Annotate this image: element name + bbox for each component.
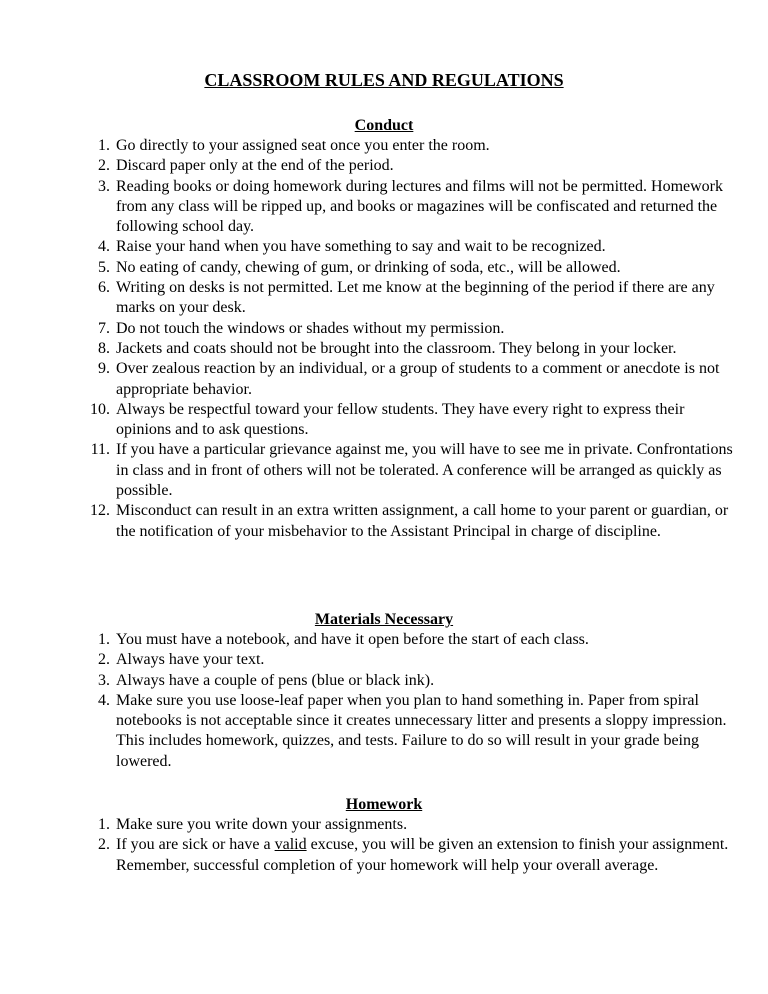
list-item-text: Always have your text. bbox=[116, 651, 265, 669]
list-item-number: 1. bbox=[98, 137, 110, 154]
list-item-text: Always be respectful toward your fellow students. They have every right to express their opinions and to ask questions. bbox=[116, 400, 685, 439]
list-item bbox=[0, 319, 768, 339]
list-item bbox=[0, 258, 768, 278]
underlined-word: valid bbox=[274, 836, 307, 854]
list-item-text: Discard paper only at the end of the period. bbox=[116, 157, 394, 175]
list-item-text-before: If you are sick or have a bbox=[116, 836, 275, 854]
list-item-text: Reading books or doing homework during lectures and films will not be permitted. Homework from any class will be ripped up, and books or magazines will be confiscated and returned the following school day. bbox=[116, 177, 723, 236]
section-conduct bbox=[0, 116, 768, 542]
conduct-list bbox=[0, 136, 768, 542]
list-item-text: Go directly to your assigned seat once you enter the room. bbox=[116, 137, 490, 154]
homework-list bbox=[0, 815, 768, 876]
list-item-number: 1. bbox=[98, 631, 110, 648]
section-heading-homework: Homework bbox=[345, 796, 423, 813]
list-item bbox=[0, 835, 768, 876]
list-item bbox=[0, 650, 768, 670]
list-item-number: 6. bbox=[98, 279, 110, 297]
list-item bbox=[0, 359, 768, 400]
list-item-number: 4. bbox=[98, 691, 110, 709]
list-item-number: 11. bbox=[90, 441, 110, 459]
list-item-number: 1. bbox=[98, 816, 110, 833]
list-item bbox=[0, 815, 768, 835]
list-item-number: 7. bbox=[98, 319, 110, 337]
list-item-number: 2. bbox=[98, 651, 110, 669]
list-item bbox=[0, 177, 768, 238]
list-item bbox=[0, 691, 768, 772]
list-item-text-after: excuse, you will be given an extension to finish your assignment. Remember, successful completion of your homework will help your overall average. bbox=[116, 836, 729, 874]
list-item bbox=[0, 400, 768, 441]
list-item bbox=[0, 630, 768, 650]
section-homework bbox=[0, 795, 768, 876]
section-heading-materials: Materials Necessary bbox=[314, 611, 454, 628]
list-item-number: 2. bbox=[98, 836, 110, 854]
list-item-text: Do not touch the windows or shades without my permission. bbox=[116, 319, 505, 337]
list-item-text: If you have a particular grievance against me, you will have to see me in private. Confrontations in class and in front of others will not be tolerated. A conference will be arranged as quickly as possible. bbox=[116, 441, 733, 500]
list-item bbox=[0, 278, 768, 319]
list-item-number: 3. bbox=[98, 177, 110, 195]
list-item-text: Make sure you write down your assignments. bbox=[116, 816, 408, 833]
materials-list bbox=[0, 630, 768, 772]
list-item-text: Over zealous reaction by an individual, or a group of students to a comment or anecdote is not appropriate behavior. bbox=[116, 360, 720, 398]
list-item-text: Misconduct can result in an extra written assignment, a call home to your parent or guardian, or the notification of your misbehavior to the Assistant Principal in charge of discipline. bbox=[116, 502, 729, 540]
list-item bbox=[0, 501, 768, 542]
section-materials bbox=[0, 610, 768, 772]
list-item-number: 12. bbox=[90, 502, 110, 520]
list-item-text: Writing on desks is not permitted. Let me know at the beginning of the period if there are any marks on your desk. bbox=[116, 279, 715, 317]
list-item-number: 5. bbox=[98, 258, 110, 276]
list-item bbox=[0, 237, 768, 257]
section-heading-conduct: Conduct bbox=[354, 117, 414, 134]
list-item bbox=[0, 136, 768, 156]
list-item-text: Jackets and coats should not be brought into the classroom. They belong in your locker. bbox=[116, 339, 677, 357]
list-item bbox=[0, 440, 768, 501]
list-item bbox=[0, 671, 768, 691]
list-item-number: 10. bbox=[90, 400, 110, 418]
list-item-text: Always have a couple of pens (blue or black ink). bbox=[116, 671, 435, 689]
list-item-text: Raise your hand when you have something to say and wait to be recognized. bbox=[116, 238, 606, 256]
list-item-number: 9. bbox=[98, 360, 110, 378]
list-item bbox=[0, 339, 768, 359]
list-item-number: 4. bbox=[98, 238, 110, 256]
list-item-number: 3. bbox=[98, 671, 110, 689]
list-item-text: Make sure you use loose-leaf paper when you plan to hand something in. Paper from spiral notebooks is not acceptable since it creates unnecessary litter and presents a sloppy impression. This includes homework, quizzes, and tests. Failure to do so will result in your grade being lowered. bbox=[116, 691, 727, 770]
list-item-number: 8. bbox=[98, 339, 110, 357]
list-item-number: 2. bbox=[98, 157, 110, 175]
list-item-text: You must have a notebook, and have it open before the start of each class. bbox=[116, 631, 589, 648]
list-item bbox=[0, 156, 768, 176]
page-title: CLASSROOM RULES AND REGULATIONS bbox=[204, 70, 564, 90]
list-item-text: No eating of candy, chewing of gum, or drinking of soda, etc., will be allowed. bbox=[116, 258, 621, 276]
